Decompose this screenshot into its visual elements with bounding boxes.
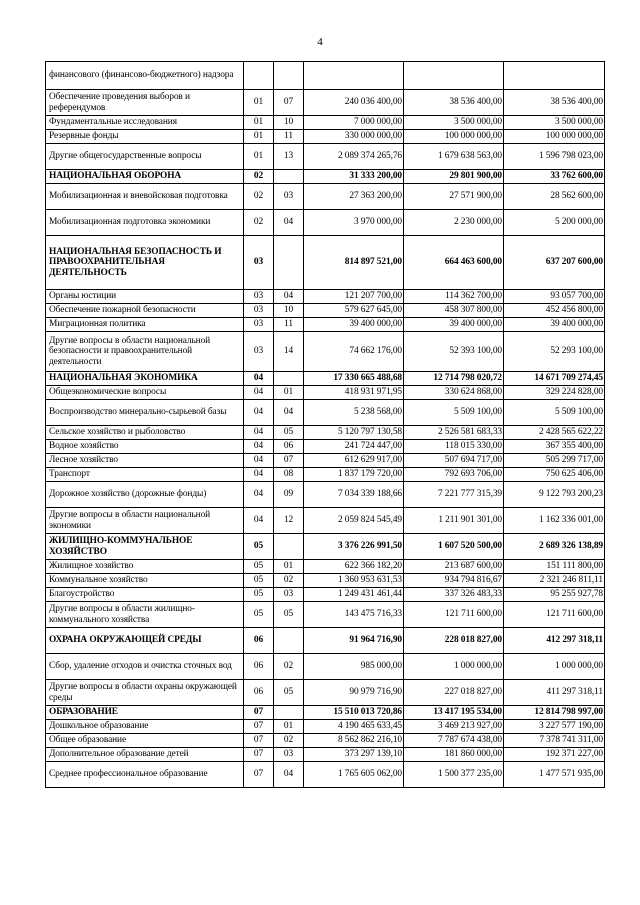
row-name: Другие вопросы в области жилищно-коммунального хозяйства: [46, 602, 244, 628]
row-name: Обеспечение пожарной безопасности: [46, 304, 244, 318]
row-amount-year-2: 507 694 717,00: [404, 454, 504, 468]
row-name: НАЦИОНАЛЬНАЯ ЭКОНОМИКА: [46, 372, 244, 386]
row-amount-year-3: 33 762 600,00: [504, 170, 605, 184]
row-amount-year-2: 664 463 600,00: [404, 236, 504, 290]
row-amount-year-3: 505 299 717,00: [504, 454, 605, 468]
row-amount-year-2: 458 307 800,00: [404, 304, 504, 318]
row-section-code: 02: [244, 210, 274, 236]
row-amount-year-1: 8 562 862 216,10: [304, 734, 404, 748]
table-row: [46, 706, 605, 720]
row-amount-year-2: 7 221 777 315,39: [404, 482, 504, 508]
row-amount-year-1: 4 190 465 633,45: [304, 720, 404, 734]
row-subsection-code: [274, 236, 304, 290]
row-section-code: 03: [244, 236, 274, 290]
row-subsection-code: 13: [274, 144, 304, 170]
row-amount-year-2: 3 500 000,00: [404, 116, 504, 130]
table-row: [46, 290, 605, 304]
table-row: [46, 560, 605, 574]
row-amount-year-3: 1 000 000,00: [504, 654, 605, 680]
row-section-code: 06: [244, 628, 274, 654]
table-row: [46, 508, 605, 534]
row-subsection-code: 07: [274, 454, 304, 468]
row-amount-year-1: 39 400 000,00: [304, 318, 404, 332]
row-subsection-code: 04: [274, 400, 304, 426]
row-subsection-code: 11: [274, 318, 304, 332]
row-amount-year-2: 121 711 600,00: [404, 602, 504, 628]
row-name: Другие вопросы в области охраны окружающей среды: [46, 680, 244, 706]
table-row: [46, 440, 605, 454]
table-row: [46, 762, 605, 788]
row-amount-year-1: 3 970 000,00: [304, 210, 404, 236]
row-subsection-code: 07: [274, 90, 304, 116]
row-subsection-code: [274, 628, 304, 654]
row-section-code: 04: [244, 508, 274, 534]
row-subsection-code: 04: [274, 762, 304, 788]
row-name: Общеэкономические вопросы: [46, 386, 244, 400]
row-section-code: 06: [244, 680, 274, 706]
row-amount-year-3: 452 456 800,00: [504, 304, 605, 318]
row-amount-year-2: 118 015 330,00: [404, 440, 504, 454]
table-row: [46, 574, 605, 588]
row-subsection-code: 05: [274, 602, 304, 628]
table-row: [46, 372, 605, 386]
row-name: Коммунальное хозяйство: [46, 574, 244, 588]
table-row: [46, 628, 605, 654]
row-name: Сбор, удаление отходов и очистка сточных вод: [46, 654, 244, 680]
row-amount-year-1: 121 207 700,00: [304, 290, 404, 304]
row-subsection-code: [274, 706, 304, 720]
row-name: Другие общегосударственные вопросы: [46, 144, 244, 170]
row-name: Среднее профессиональное образование: [46, 762, 244, 788]
row-subsection-code: 03: [274, 184, 304, 210]
row-amount-year-2: 114 362 700,00: [404, 290, 504, 304]
row-amount-year-1: 1 837 179 720,00: [304, 468, 404, 482]
row-amount-year-2: [404, 62, 504, 90]
row-amount-year-1: [304, 62, 404, 90]
row-section-code: [244, 62, 274, 90]
row-amount-year-2: 213 687 600,00: [404, 560, 504, 574]
row-amount-year-3: 7 378 741 311,00: [504, 734, 605, 748]
row-amount-year-1: 17 330 665 488,68: [304, 372, 404, 386]
row-amount-year-2: 1 679 638 563,00: [404, 144, 504, 170]
row-amount-year-3: 411 297 318,11: [504, 680, 605, 706]
row-subsection-code: 01: [274, 560, 304, 574]
row-amount-year-2: 38 536 400,00: [404, 90, 504, 116]
row-amount-year-3: 12 814 798 997,00: [504, 706, 605, 720]
row-amount-year-3: 750 625 406,00: [504, 468, 605, 482]
table-row: [46, 236, 605, 290]
row-name: Мобилизационная подготовка экономики: [46, 210, 244, 236]
row-subsection-code: 09: [274, 482, 304, 508]
row-amount-year-1: 143 475 716,33: [304, 602, 404, 628]
table-row: [46, 720, 605, 734]
row-amount-year-1: 373 297 139,10: [304, 748, 404, 762]
row-amount-year-2: 1 211 901 301,00: [404, 508, 504, 534]
row-amount-year-3: 95 255 927,78: [504, 588, 605, 602]
row-subsection-code: 08: [274, 468, 304, 482]
row-amount-year-3: 5 200 000,00: [504, 210, 605, 236]
row-section-code: 03: [244, 290, 274, 304]
row-subsection-code: 05: [274, 426, 304, 440]
row-section-code: 07: [244, 748, 274, 762]
table-body: [46, 62, 605, 788]
row-amount-year-3: 5 509 100,00: [504, 400, 605, 426]
row-name: Миграционная политика: [46, 318, 244, 332]
row-section-code: 01: [244, 116, 274, 130]
row-section-code: 03: [244, 332, 274, 372]
table-row: [46, 184, 605, 210]
row-name: Лесное хозяйство: [46, 454, 244, 468]
table-row: [46, 534, 605, 560]
row-amount-year-3: 367 355 400,00: [504, 440, 605, 454]
row-amount-year-2: 52 393 100,00: [404, 332, 504, 372]
row-subsection-code: 04: [274, 290, 304, 304]
row-section-code: 03: [244, 304, 274, 318]
row-amount-year-3: 2 428 565 622,22: [504, 426, 605, 440]
table-row: [46, 482, 605, 508]
row-amount-year-2: 39 400 000,00: [404, 318, 504, 332]
table-row: [46, 602, 605, 628]
row-section-code: 01: [244, 144, 274, 170]
table-row: [46, 116, 605, 130]
row-subsection-code: 04: [274, 210, 304, 236]
row-section-code: 05: [244, 602, 274, 628]
row-name: Резервные фонды: [46, 130, 244, 144]
table-row: [46, 210, 605, 236]
table-row: [46, 318, 605, 332]
row-section-code: 04: [244, 372, 274, 386]
budget-table: [45, 61, 605, 788]
row-amount-year-1: 240 036 400,00: [304, 90, 404, 116]
row-amount-year-3: 192 371 227,00: [504, 748, 605, 762]
table-row: [46, 332, 605, 372]
row-section-code: 07: [244, 734, 274, 748]
row-name: Водное хозяйство: [46, 440, 244, 454]
row-amount-year-3: 3 227 577 190,00: [504, 720, 605, 734]
row-amount-year-3: 412 297 318,11: [504, 628, 605, 654]
row-subsection-code: 11: [274, 130, 304, 144]
row-amount-year-1: 241 724 447,00: [304, 440, 404, 454]
row-section-code: 07: [244, 762, 274, 788]
row-amount-year-2: 1 500 377 235,00: [404, 762, 504, 788]
row-amount-year-1: 91 964 716,90: [304, 628, 404, 654]
row-subsection-code: 01: [274, 386, 304, 400]
table-row: [46, 468, 605, 482]
table-row: [46, 62, 605, 90]
row-subsection-code: 12: [274, 508, 304, 534]
row-section-code: 05: [244, 560, 274, 574]
row-section-code: 04: [244, 426, 274, 440]
table-row: [46, 170, 605, 184]
row-amount-year-2: 29 801 900,00: [404, 170, 504, 184]
row-subsection-code: 10: [274, 116, 304, 130]
row-amount-year-1: 612 629 917,00: [304, 454, 404, 468]
table-row: [46, 386, 605, 400]
row-subsection-code: [274, 534, 304, 560]
row-amount-year-1: 15 510 013 720,86: [304, 706, 404, 720]
row-section-code: 02: [244, 184, 274, 210]
row-amount-year-3: 1 596 798 023,00: [504, 144, 605, 170]
row-amount-year-1: 27 363 200,00: [304, 184, 404, 210]
row-name: ОБРАЗОВАНИЕ: [46, 706, 244, 720]
row-section-code: 05: [244, 534, 274, 560]
row-amount-year-2: 12 714 798 020,72: [404, 372, 504, 386]
row-amount-year-1: 2 059 824 545,49: [304, 508, 404, 534]
row-name: НАЦИОНАЛЬНАЯ БЕЗОПАСНОСТЬ И ПРАВООХРАНИТЕЛЬНАЯ ДЕЯТЕЛЬНОСТЬ: [46, 236, 244, 290]
row-subsection-code: [274, 170, 304, 184]
row-amount-year-2: 5 509 100,00: [404, 400, 504, 426]
row-name: Другие вопросы в области национальной экономики: [46, 508, 244, 534]
row-subsection-code: [274, 62, 304, 90]
row-name: финансового (финансово-бюджетного) надзора: [46, 62, 244, 90]
row-name: Дошкольное образование: [46, 720, 244, 734]
row-amount-year-2: 934 794 816,67: [404, 574, 504, 588]
row-name: Общее образование: [46, 734, 244, 748]
row-amount-year-3: 93 057 700,00: [504, 290, 605, 304]
row-section-code: 05: [244, 588, 274, 602]
row-amount-year-2: 7 787 674 438,00: [404, 734, 504, 748]
row-amount-year-3: 637 207 600,00: [504, 236, 605, 290]
row-name: Жилищное хозяйство: [46, 560, 244, 574]
row-subsection-code: 02: [274, 574, 304, 588]
row-name: Дополнительное образование детей: [46, 748, 244, 762]
row-amount-year-3: 2 321 246 811,11: [504, 574, 605, 588]
row-section-code: 05: [244, 574, 274, 588]
row-amount-year-3: 1 162 336 001,00: [504, 508, 605, 534]
row-amount-year-2: 2 230 000,00: [404, 210, 504, 236]
row-amount-year-3: 2 689 326 138,89: [504, 534, 605, 560]
row-amount-year-1: 74 662 176,00: [304, 332, 404, 372]
row-subsection-code: 05: [274, 680, 304, 706]
row-section-code: 04: [244, 482, 274, 508]
row-name: Благоустройство: [46, 588, 244, 602]
row-section-code: 01: [244, 90, 274, 116]
row-subsection-code: [274, 372, 304, 386]
row-name: Другие вопросы в области национальной безопасности и правоохранительной деятельности: [46, 332, 244, 372]
row-subsection-code: 06: [274, 440, 304, 454]
row-amount-year-2: 27 571 900,00: [404, 184, 504, 210]
row-section-code: 06: [244, 654, 274, 680]
page-number: 4: [317, 36, 323, 48]
table-row: [46, 130, 605, 144]
row-amount-year-2: 792 693 706,00: [404, 468, 504, 482]
row-subsection-code: 03: [274, 748, 304, 762]
row-amount-year-1: 31 333 200,00: [304, 170, 404, 184]
row-section-code: 01: [244, 130, 274, 144]
row-name: Обеспечение проведения выборов и референдумов: [46, 90, 244, 116]
row-section-code: 02: [244, 170, 274, 184]
row-amount-year-2: 228 018 827,00: [404, 628, 504, 654]
row-section-code: 04: [244, 386, 274, 400]
table-row: [46, 400, 605, 426]
row-amount-year-3: 121 711 600,00: [504, 602, 605, 628]
row-amount-year-3: 329 224 828,00: [504, 386, 605, 400]
row-section-code: 07: [244, 706, 274, 720]
row-amount-year-2: 227 018 827,00: [404, 680, 504, 706]
table-row: [46, 680, 605, 706]
row-amount-year-3: 39 400 000,00: [504, 318, 605, 332]
row-amount-year-3: 28 562 600,00: [504, 184, 605, 210]
row-amount-year-3: 9 122 793 200,23: [504, 482, 605, 508]
row-amount-year-1: 814 897 521,00: [304, 236, 404, 290]
row-amount-year-3: 1 477 571 935,00: [504, 762, 605, 788]
row-name: ЖИЛИЩНО-КОММУНАЛЬНОЕ ХОЗЯЙСТВО: [46, 534, 244, 560]
row-amount-year-2: 181 860 000,00: [404, 748, 504, 762]
row-amount-year-1: 622 366 182,20: [304, 560, 404, 574]
table-row: [46, 748, 605, 762]
row-amount-year-2: 13 417 195 534,00: [404, 706, 504, 720]
table-row: [46, 90, 605, 116]
row-amount-year-3: 14 671 709 274,45: [504, 372, 605, 386]
row-amount-year-2: 1 607 520 500,00: [404, 534, 504, 560]
row-amount-year-2: 100 000 000,00: [404, 130, 504, 144]
row-section-code: 03: [244, 318, 274, 332]
row-name: ОХРАНА ОКРУЖАЮЩЕЙ СРЕДЫ: [46, 628, 244, 654]
row-amount-year-3: 100 000 000,00: [504, 130, 605, 144]
row-amount-year-1: 1 249 431 461,44: [304, 588, 404, 602]
row-amount-year-3: 52 293 100,00: [504, 332, 605, 372]
row-subsection-code: 02: [274, 654, 304, 680]
row-section-code: 04: [244, 440, 274, 454]
row-section-code: 07: [244, 720, 274, 734]
row-name: Дорожное хозяйство (дорожные фонды): [46, 482, 244, 508]
row-name: Сельское хозяйство и рыболовство: [46, 426, 244, 440]
table-row: [46, 304, 605, 318]
row-amount-year-1: 418 931 971,95: [304, 386, 404, 400]
row-amount-year-2: 337 326 483,33: [404, 588, 504, 602]
row-name: Воспроизводство минерально-сырьевой базы: [46, 400, 244, 426]
row-section-code: 04: [244, 400, 274, 426]
row-subsection-code: 02: [274, 734, 304, 748]
row-amount-year-1: 330 000 000,00: [304, 130, 404, 144]
row-amount-year-1: 5 120 797 130,58: [304, 426, 404, 440]
table-row: [46, 654, 605, 680]
row-section-code: 04: [244, 454, 274, 468]
table-row: [46, 454, 605, 468]
row-amount-year-2: 330 624 868,00: [404, 386, 504, 400]
row-amount-year-1: 90 979 716,90: [304, 680, 404, 706]
row-name: Органы юстиции: [46, 290, 244, 304]
row-subsection-code: 01: [274, 720, 304, 734]
row-amount-year-2: 3 469 213 927,00: [404, 720, 504, 734]
row-name: Фундаментальные исследования: [46, 116, 244, 130]
row-name: Мобилизационная и вневойсковая подготовка: [46, 184, 244, 210]
row-amount-year-2: 2 526 581 683,33: [404, 426, 504, 440]
row-subsection-code: 03: [274, 588, 304, 602]
row-amount-year-1: 7 034 339 188,66: [304, 482, 404, 508]
row-amount-year-1: 1 765 605 062,00: [304, 762, 404, 788]
row-amount-year-2: 1 000 000,00: [404, 654, 504, 680]
row-subsection-code: 10: [274, 304, 304, 318]
row-amount-year-1: 5 238 568,00: [304, 400, 404, 426]
row-section-code: 04: [244, 468, 274, 482]
row-amount-year-1: 985 000,00: [304, 654, 404, 680]
row-name: Транспорт: [46, 468, 244, 482]
row-amount-year-1: 579 627 645,00: [304, 304, 404, 318]
table-row: [46, 144, 605, 170]
row-amount-year-3: 3 500 000,00: [504, 116, 605, 130]
table-row: [46, 426, 605, 440]
table-row: [46, 734, 605, 748]
row-amount-year-1: 3 376 226 991,50: [304, 534, 404, 560]
row-name: НАЦИОНАЛЬНАЯ ОБОРОНА: [46, 170, 244, 184]
row-amount-year-1: 1 360 953 631,53: [304, 574, 404, 588]
row-amount-year-1: 2 089 374 265,76: [304, 144, 404, 170]
row-amount-year-3: 38 536 400,00: [504, 90, 605, 116]
row-subsection-code: 14: [274, 332, 304, 372]
row-amount-year-1: 7 000 000,00: [304, 116, 404, 130]
table-row: [46, 588, 605, 602]
row-amount-year-3: 151 111 800,00: [504, 560, 605, 574]
row-amount-year-3: [504, 62, 605, 90]
